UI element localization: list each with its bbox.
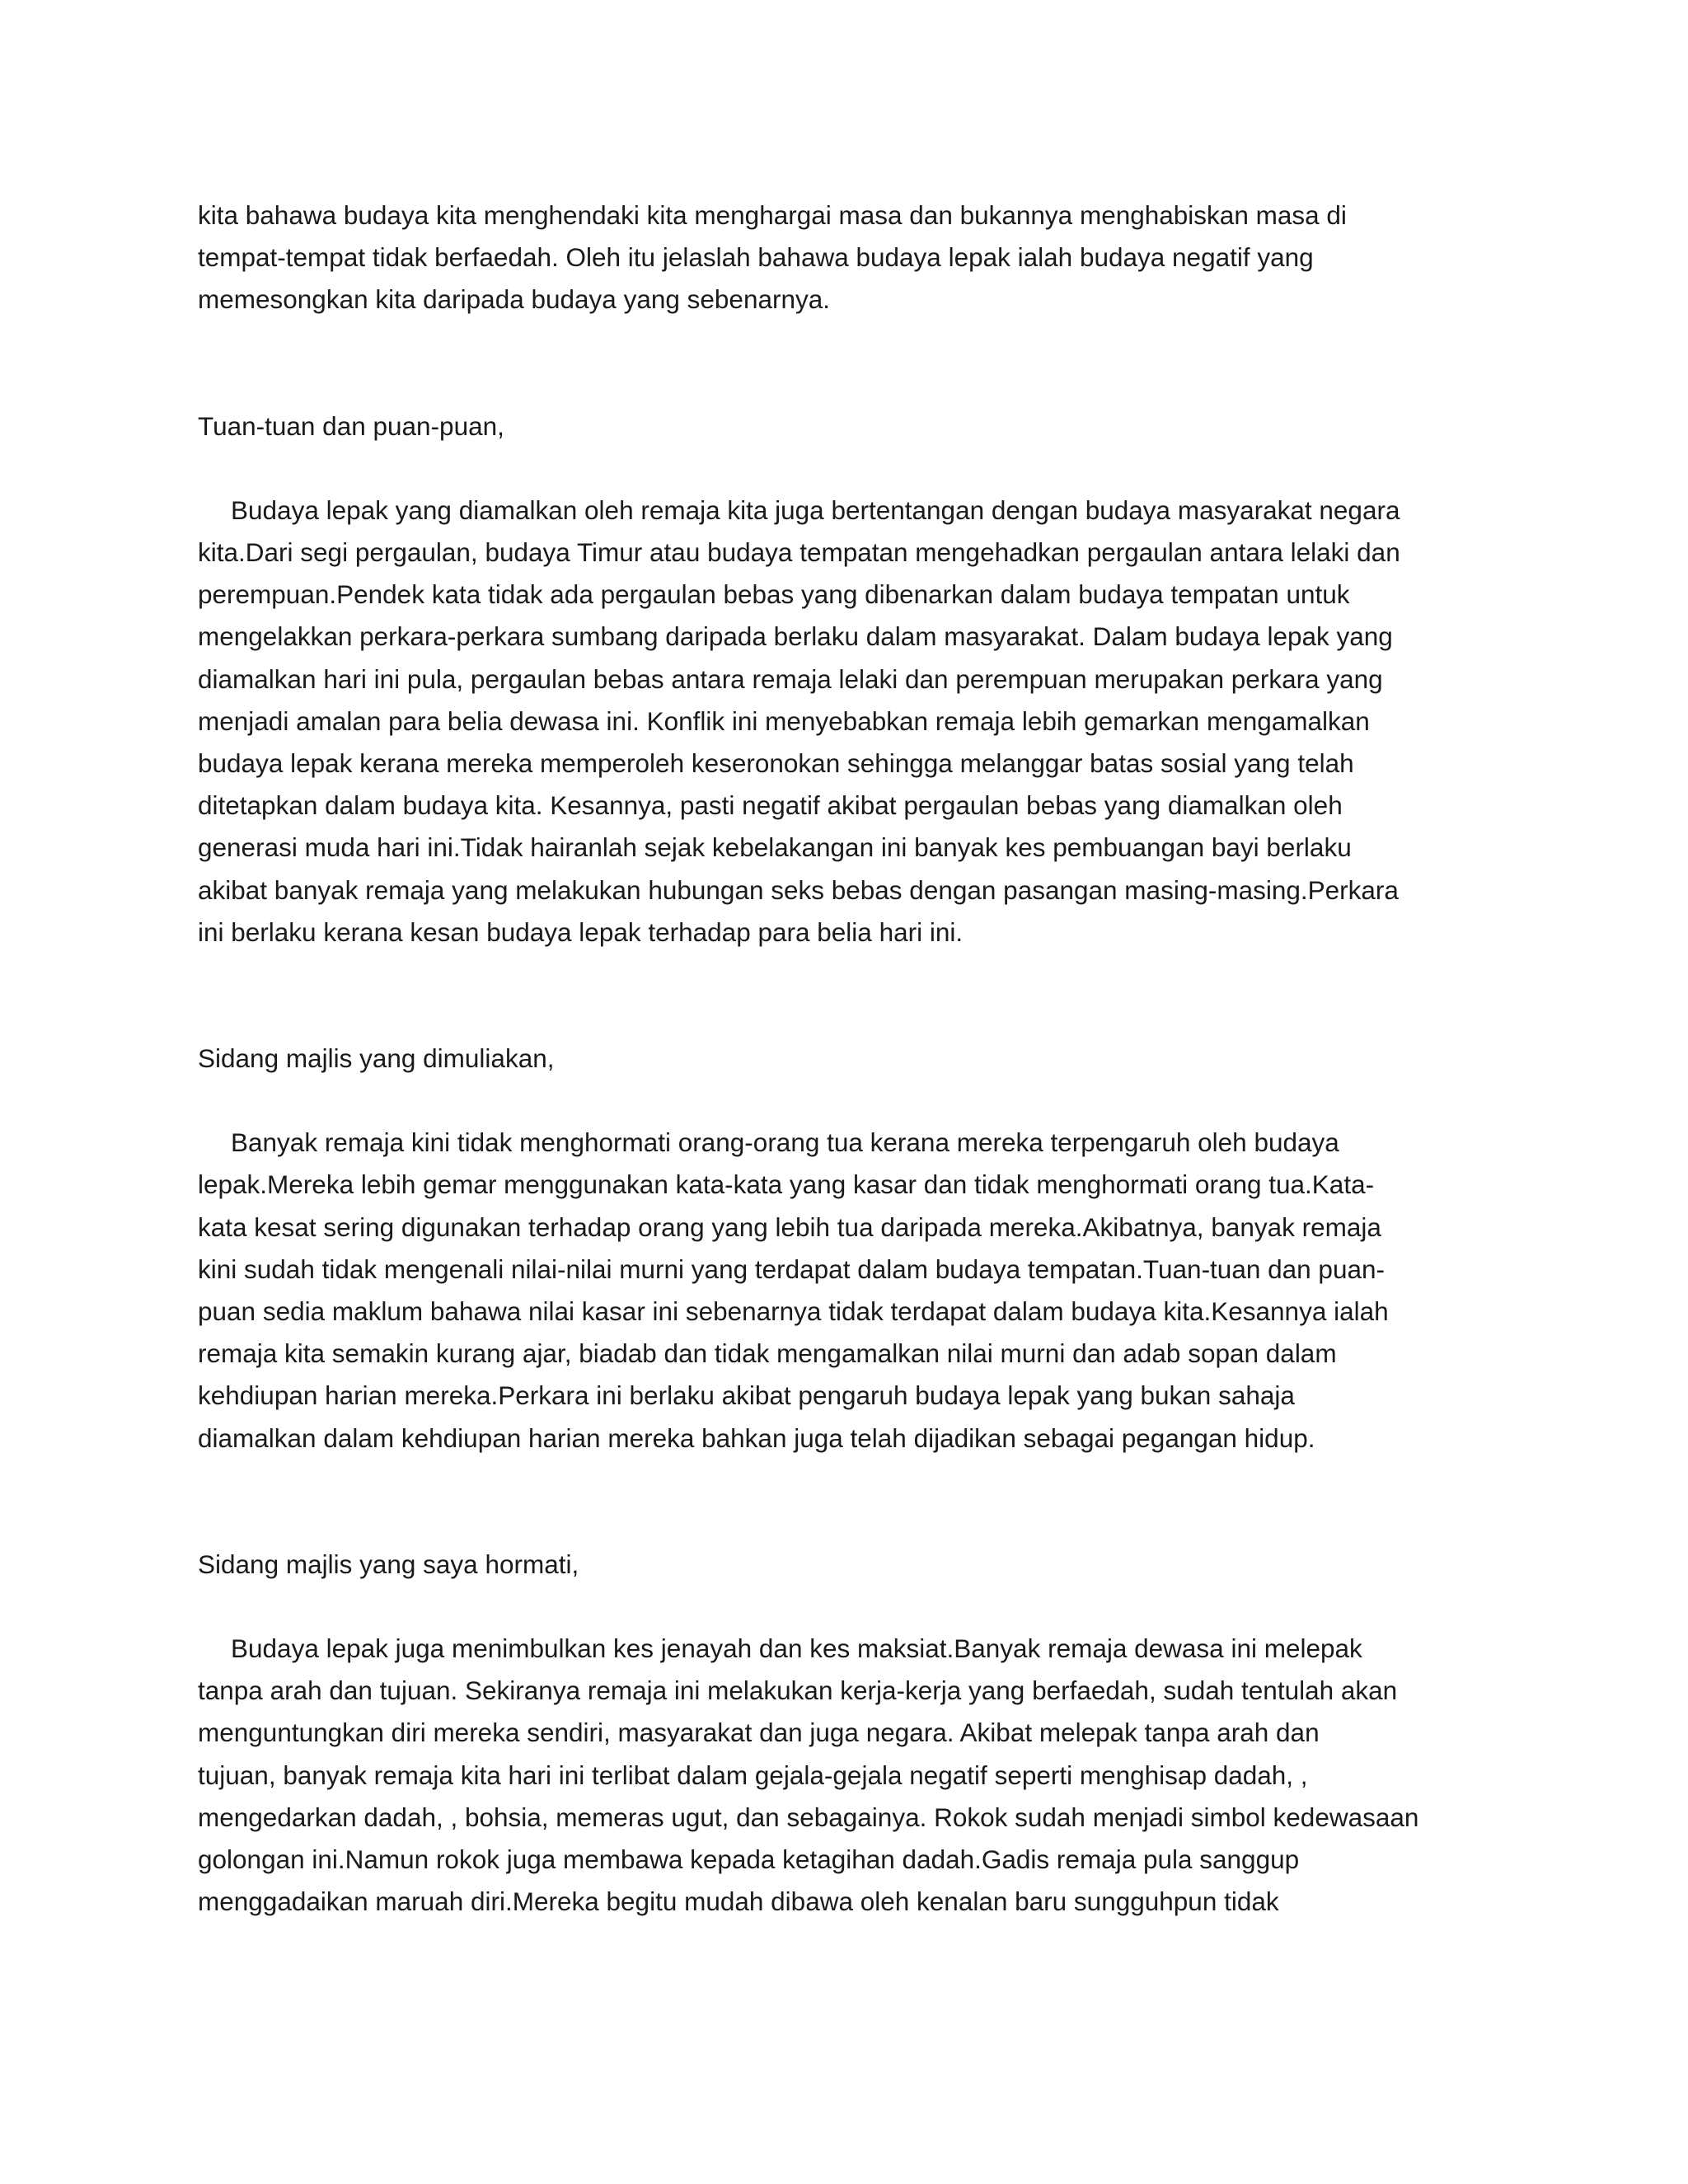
paragraph-jenayah-maksiat: Budaya lepak juga menimbulkan kes jenayah dan kes maksiat.Banyak remaja dewasa ini melepak tanpa arah dan tujuan. Sekiranya remaja ini melakukan kerja-kerja yang berfaedah, sudah tentulah akan menguntungkan diri mereka sendiri, masyarakat dan juga negara. Akibat melepak tanpa arah dan tujuan, banyak remaja kita hari ini terlibat dalam gejala-gejala negatif seperti menghisap dadah, , mengedarkan dadah, , bohsia, memeras ugut, dan sebagainya. Rokok sudah menjadi simbol kedewasaan golongan ini.Namun rokok juga membawa kepada ketagihan dadah.Gadis remaja pula sanggup menggadaikan maruah diri.Mereka begitu mudah dibawa oleh kenalan baru sungguhpun tidak bbox=[198, 1633, 1419, 1917]
salutation-hormati: Sidang majlis yang saya hormati, bbox=[198, 1549, 579, 1579]
salutation-tuan-tuan: Tuan-tuan dan puan-puan, bbox=[198, 410, 504, 441]
paragraph-continuation: kita bahawa budaya kita menghendaki kita menghargai masa dan bukannya menghabiskan masa di tempat-tempat tidak berfaedah. Oleh itu jelaslah bahawa budaya lepak ialah budaya negatif yang memesongkan kita daripada budaya yang sebenarnya. bbox=[198, 200, 1347, 315]
paragraph-hormat-orang-tua: Banyak remaja kini tidak menghormati orang-orang tua kerana mereka terpengaruh oleh budaya lepak.Mereka lebih gemar menggunakan kata-kata yang kasar dan tidak menghormati orang tua.Kata- kata kesat sering digunakan terhadap orang yang lebih tua daripada mereka.Akibatnya, banyak remaja kini sudah tidak mengenali nilai-nilai murni yang terdapat dalam budaya tempatan.Tuan-tuan dan puan- puan sedia maklum bahawa nilai kasar ini sebenarnya tidak terdapat dalam budaya kita.Kesannya ialah remaja kita semakin kurang ajar, biadab dan tidak mengamalkan nilai murni dan adab sopan dalam kehdiupan harian mereka.Perkara ini berlaku akibat pengaruh budaya lepak yang bukan sahaja diamalkan dalam kehdiupan harian mereka bahkan juga telah dijadikan sebagai pegangan hidup. bbox=[198, 1127, 1389, 1453]
salutation-dimuliakan: Sidang majlis yang dimuliakan, bbox=[198, 1043, 555, 1074]
document-body bbox=[198, 194, 1492, 1924]
paragraph-pergaulan: Budaya lepak yang diamalkan oleh remaja kita juga bertentangan dengan budaya masyarakat negara kita.Dari segi pergaulan, budaya Timur atau budaya tempatan mengehadkan pergaulan antara lelaki dan perempuan.Pendek kata tidak ada pergaulan bebas yang dibenarkan dalam budaya tempatan untuk mengelakkan perkara-perkara sumbang daripada berlaku dalam masyarakat. Dalam budaya lepak yang diamalkan hari ini pula, pergaulan bebas antara remaja lelaki dan perempuan merupakan perkara yang menjadi amalan para belia dewasa ini. Konflik ini menyebabkan remaja lebih gemarkan mengamalkan budaya lepak kerana mereka memperoleh keseronokan sehingga melanggar batas sosial yang telah ditetapkan dalam budaya kita. Kesannya, pasti negatif akibat pergaulan bebas yang diamalkan oleh generasi muda hari ini.Tidak hairanlah sejak kebelakangan ini banyak kes pembuangan bayi berlaku akibat banyak remaja yang melakukan hubungan seks bebas dengan pasangan masing-masing.Perkara ini berlaku kerana kesan budaya lepak terhadap para belia hari ini. bbox=[198, 494, 1400, 947]
